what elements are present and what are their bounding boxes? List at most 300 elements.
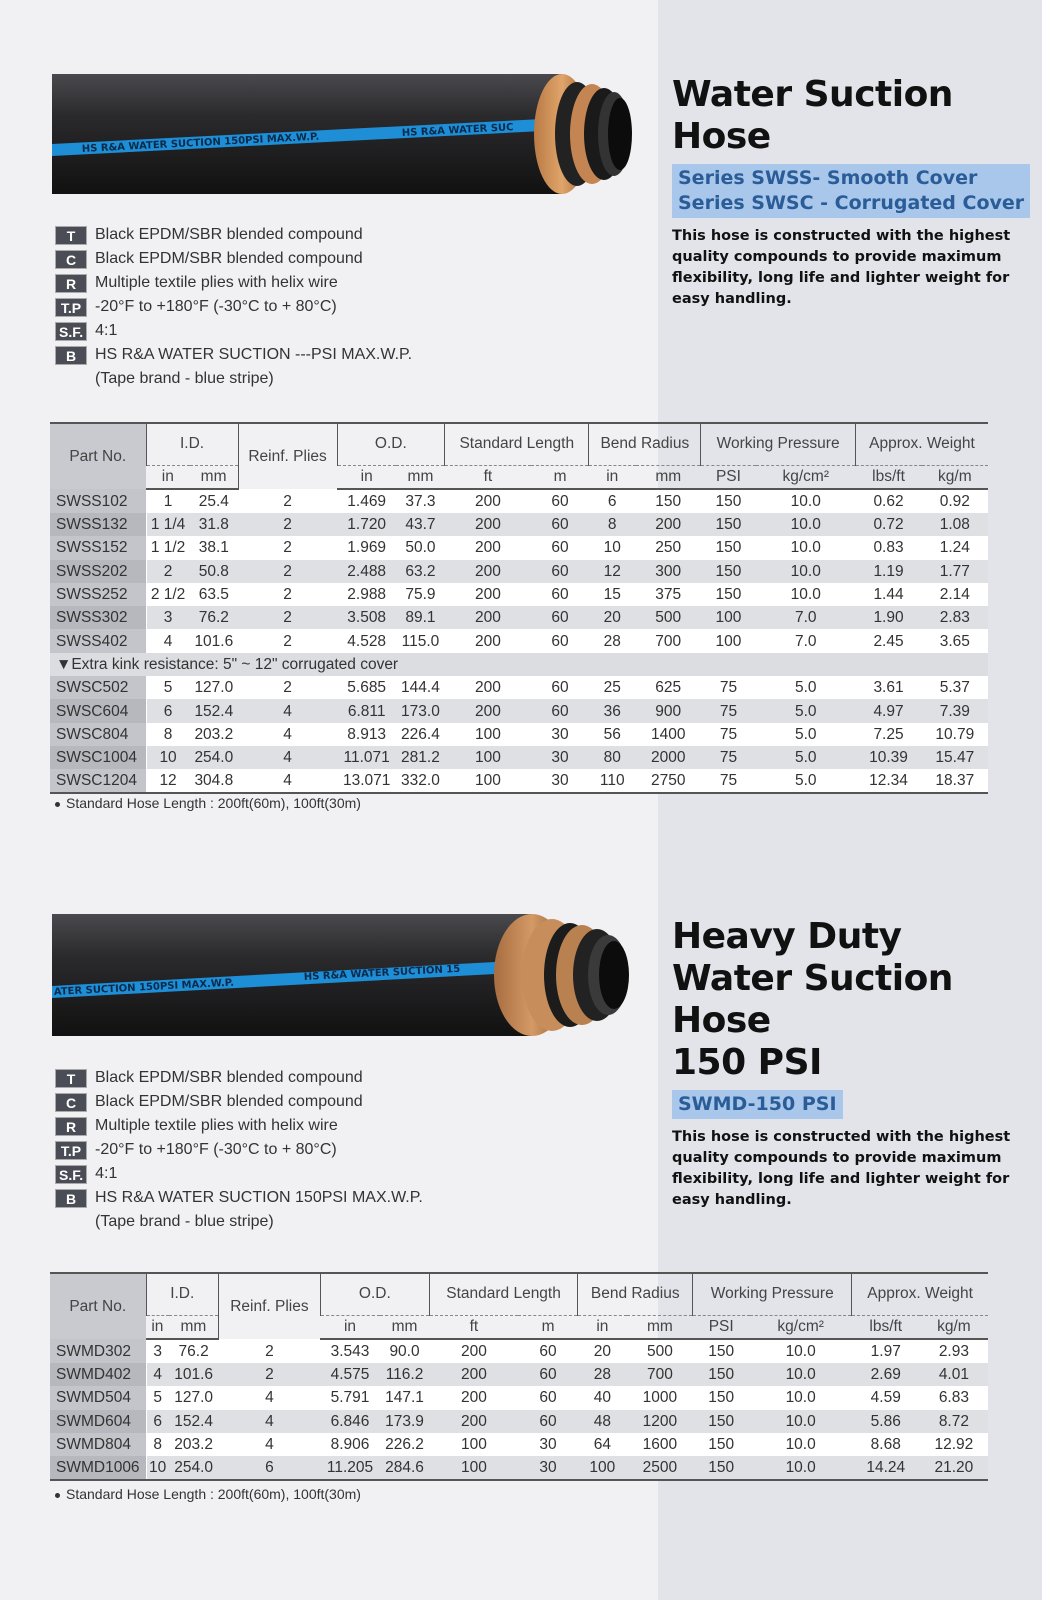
table-cell: 116.2 <box>380 1363 430 1386</box>
table-cell: 150 <box>693 1433 750 1456</box>
table-cell: 150 <box>701 513 756 536</box>
table-cell: 5.791 <box>320 1386 379 1409</box>
header-unit: mm <box>169 1315 219 1339</box>
header-unit: ft <box>429 1315 518 1339</box>
table-cell: 1200 <box>627 1410 693 1433</box>
table-cell: 1.08 <box>922 513 988 536</box>
table-cell: 76.2 <box>190 606 238 629</box>
table-cell: 203.2 <box>190 723 238 746</box>
spec-text: HS R&A WATER SUCTION ---PSI MAX.W.P. (Tape brand - blue stripe) <box>95 346 413 387</box>
table-cell: 1400 <box>636 723 701 746</box>
table-cell: 60 <box>531 583 589 606</box>
table-cell: 4.01 <box>920 1363 988 1386</box>
table-cell: 12 <box>589 560 636 583</box>
table-cell: 15.47 <box>922 746 988 769</box>
table-cell: 12 <box>146 769 190 793</box>
table-cell: 20 <box>589 606 636 629</box>
table-cell: 8 <box>146 723 190 746</box>
table-cell: 100 <box>578 1456 627 1480</box>
table-cell: 1.720 <box>337 513 396 536</box>
header-unit: mm <box>396 465 444 489</box>
table-cell: 4.97 <box>855 699 921 722</box>
spec-code-badge: R <box>55 1117 87 1136</box>
spec-text: HS R&A WATER SUCTION 150PSI MAX.W.P. (Tape brand - blue stripe) <box>95 1189 423 1230</box>
table-cell: 60 <box>531 629 589 652</box>
table-cell: 200 <box>445 629 532 652</box>
table-cell: 1.469 <box>337 489 396 513</box>
table-cell: 4 <box>219 1410 321 1433</box>
table-cell: 37.3 <box>396 489 444 513</box>
header-bend: Bend Radius <box>589 423 701 465</box>
table-cell: 4.59 <box>852 1386 920 1409</box>
table-cell: 38.1 <box>190 536 238 559</box>
table-cell: 203.2 <box>169 1433 219 1456</box>
table-cell: 1.97 <box>852 1339 920 1363</box>
header-unit: kg/m <box>922 465 988 489</box>
table-cell: 7.25 <box>855 723 921 746</box>
table-cell: 8 <box>146 1433 169 1456</box>
part-number-cell: SWMD504 <box>50 1386 146 1409</box>
table-cell: 89.1 <box>396 606 444 629</box>
bullet-icon <box>55 1493 60 1498</box>
table-cell: 8.913 <box>337 723 396 746</box>
spec-item <box>55 1186 505 1234</box>
table-row <box>50 583 988 606</box>
header-pressure: Working Pressure <box>701 423 856 465</box>
table-row <box>50 676 988 699</box>
table-cell: 4 <box>219 1433 321 1456</box>
table-cell: 0.92 <box>922 489 988 513</box>
header-weight: Approx. Weight <box>855 423 988 465</box>
table-cell: 2000 <box>636 746 701 769</box>
table-cell: 8.68 <box>852 1433 920 1456</box>
header-unit: mm <box>636 465 701 489</box>
table-cell: 3 <box>146 606 190 629</box>
table-cell: 4 <box>146 629 190 652</box>
table-cell: 10.0 <box>750 1410 852 1433</box>
table-cell: 75 <box>701 723 756 746</box>
table-cell: 5 <box>146 1386 169 1409</box>
spec-text: -20°F to +180°F (-30°C to + 80°C) <box>95 1141 337 1158</box>
table-cell: 1.969 <box>337 536 396 559</box>
table-cell: 63.5 <box>190 583 238 606</box>
table-cell: 254.0 <box>169 1456 219 1480</box>
table-cell: 1 1/4 <box>146 513 190 536</box>
table-cell: 200 <box>445 536 532 559</box>
table-row <box>50 489 988 513</box>
part-number-cell: SWMD604 <box>50 1410 146 1433</box>
table-cell: 90.0 <box>380 1339 430 1363</box>
table-cell: 100 <box>429 1456 518 1480</box>
table-cell: 1.44 <box>855 583 921 606</box>
section2-title-block <box>672 916 1032 1211</box>
table-cell: 4 <box>238 699 337 722</box>
table-cell: 11.205 <box>320 1456 379 1480</box>
table-cell: 100 <box>445 769 532 793</box>
spec-code-badge: B <box>55 346 87 365</box>
spec-code-badge: T <box>55 1069 87 1088</box>
spec-text: Black EPDM/SBR blended compound <box>95 1069 363 1086</box>
table-cell: 60 <box>518 1410 577 1433</box>
header-unit: PSI <box>693 1315 750 1339</box>
table-cell: 2750 <box>636 769 701 793</box>
spec-text: Black EPDM/SBR blended compound <box>95 226 363 243</box>
header-unit: in <box>337 465 396 489</box>
part-number-cell: SWMD1006 <box>50 1456 146 1480</box>
table-cell: 75 <box>701 769 756 793</box>
table-cell: 100 <box>701 606 756 629</box>
footnote-text: Standard Hose Length : 200ft(60m), 100ft(30m) <box>66 1486 361 1502</box>
table-cell: 60 <box>518 1339 577 1363</box>
table-cell: 75.9 <box>396 583 444 606</box>
footnote-text: Standard Hose Length : 200ft(60m), 100ft(30m) <box>66 795 361 811</box>
table-cell: 5.0 <box>756 769 855 793</box>
table-cell: 200 <box>429 1386 518 1409</box>
table-cell: 127.0 <box>169 1386 219 1409</box>
table-cell: 500 <box>636 606 701 629</box>
header-length: Standard Length <box>445 423 589 465</box>
header-unit: in <box>320 1315 379 1339</box>
spec-code-badge: C <box>55 1093 87 1112</box>
table-cell: 101.6 <box>190 629 238 652</box>
header-unit: kg/m <box>920 1315 988 1339</box>
spec-text: -20°F to +180°F (-30°C to + 80°C) <box>95 298 337 315</box>
table-cell: 900 <box>636 699 701 722</box>
table-cell: 4 <box>238 769 337 793</box>
header-pressure: Working Pressure <box>693 1273 852 1315</box>
part-number-cell: SWSS302 <box>50 606 146 629</box>
section1-series-badge <box>672 164 1030 218</box>
table-cell: 1.77 <box>922 560 988 583</box>
part-number-cell: SWSC502 <box>50 676 146 699</box>
table-row <box>50 1339 988 1363</box>
table-row <box>50 723 988 746</box>
table-cell: 3.65 <box>922 629 988 652</box>
part-number-cell: SWMD804 <box>50 1433 146 1456</box>
table-cell: 5.86 <box>852 1410 920 1433</box>
table-note: ▼Extra kink resistance: 5" ~ 12" corrugated cover <box>50 653 988 676</box>
spec-item <box>55 1138 505 1162</box>
section1-spec-list <box>55 223 505 391</box>
table-cell: 115.0 <box>396 629 444 652</box>
table-cell: 1 1/2 <box>146 536 190 559</box>
table-cell: 5.0 <box>756 699 855 722</box>
header-unit: in <box>578 1315 627 1339</box>
table-row <box>50 1456 988 1480</box>
table-cell: 100 <box>701 629 756 652</box>
table-cell: 12.92 <box>920 1433 988 1456</box>
table-row <box>50 1410 988 1433</box>
table-row <box>50 1433 988 1456</box>
table-cell: 10.0 <box>756 536 855 559</box>
table-note-row <box>50 653 988 676</box>
table-cell: 2 <box>238 536 337 559</box>
header-unit: mm <box>190 465 238 489</box>
table-cell: 10.0 <box>750 1456 852 1480</box>
table-row <box>50 536 988 559</box>
table-cell: 4 <box>238 723 337 746</box>
table-cell: 200 <box>429 1339 518 1363</box>
table-cell: 200 <box>636 513 701 536</box>
table-cell: 150 <box>693 1456 750 1480</box>
table-cell: 304.8 <box>190 769 238 793</box>
spec-item <box>55 1114 505 1138</box>
table-cell: 63.2 <box>396 560 444 583</box>
table-cell: 11.071 <box>337 746 396 769</box>
table-cell: 10.0 <box>750 1363 852 1386</box>
table-cell: 150 <box>693 1363 750 1386</box>
table-cell: 332.0 <box>396 769 444 793</box>
table-cell: 60 <box>531 489 589 513</box>
table-cell: 7.0 <box>756 629 855 652</box>
table-row <box>50 629 988 652</box>
table-cell: 281.2 <box>396 746 444 769</box>
table-cell: 30 <box>518 1433 577 1456</box>
table-cell: 1000 <box>627 1386 693 1409</box>
table-cell: 4 <box>146 1363 169 1386</box>
table-cell: 10.0 <box>750 1339 852 1363</box>
spec-item <box>55 1066 505 1090</box>
table-cell: 300 <box>636 560 701 583</box>
table-cell: 700 <box>627 1363 693 1386</box>
table-cell: 5.0 <box>756 676 855 699</box>
table-cell: 6 <box>146 1410 169 1433</box>
header-unit: PSI <box>701 465 756 489</box>
table-cell: 10 <box>589 536 636 559</box>
table-cell: 200 <box>445 583 532 606</box>
table-row <box>50 769 988 793</box>
section2-title-line2: Water Suction Hose <box>672 958 953 1041</box>
table-cell: 150 <box>636 489 701 513</box>
section1-title-block <box>672 74 1032 310</box>
table-cell: 60 <box>531 536 589 559</box>
section1-title: Water Suction Hose <box>672 74 953 157</box>
section2-spec-table <box>50 1272 988 1481</box>
part-number-cell: SWSS152 <box>50 536 146 559</box>
spec-code-badge: S.F. <box>55 322 87 341</box>
part-number-cell: SWSC1004 <box>50 746 146 769</box>
table-cell: 6 <box>589 489 636 513</box>
header-plies: Reinf. Plies <box>238 423 337 489</box>
table-cell: 150 <box>693 1386 750 1409</box>
spec-code-badge: T.P <box>55 1141 87 1160</box>
table-cell: 200 <box>445 489 532 513</box>
table-cell: 60 <box>531 699 589 722</box>
table-cell: 2 <box>238 676 337 699</box>
table-cell: 10.0 <box>756 489 855 513</box>
table-cell: 10.0 <box>756 583 855 606</box>
table-cell: 60 <box>518 1386 577 1409</box>
header-unit: in <box>589 465 636 489</box>
table-cell: 50.8 <box>190 560 238 583</box>
spec-item <box>55 1162 505 1186</box>
table-cell: 0.62 <box>855 489 921 513</box>
hose-print-1: ATER SUCTION 150PSI MAX.W.P. <box>53 977 235 998</box>
header-plies: Reinf. Plies <box>219 1273 321 1339</box>
table-cell: 150 <box>693 1410 750 1433</box>
section2-title-line1: Heavy Duty <box>672 916 902 957</box>
spec-code-badge: T <box>55 226 87 245</box>
part-number-cell: SWSS102 <box>50 489 146 513</box>
part-number-cell: SWSC604 <box>50 699 146 722</box>
table-cell: 200 <box>445 606 532 629</box>
table-cell: 2.69 <box>852 1363 920 1386</box>
table-cell: 2.988 <box>337 583 396 606</box>
table-cell: 76.2 <box>169 1339 219 1363</box>
table-cell: 147.1 <box>380 1386 430 1409</box>
table-cell: 43.7 <box>396 513 444 536</box>
table-cell: 30 <box>531 769 589 793</box>
header-unit: mm <box>380 1315 430 1339</box>
table-cell: 4.575 <box>320 1363 379 1386</box>
table-cell: 200 <box>445 513 532 536</box>
spec-text: Multiple textile plies with helix wire <box>95 1117 338 1134</box>
spec-text: Multiple textile plies with helix wire <box>95 274 338 291</box>
table-cell: 1.90 <box>855 606 921 629</box>
table-cell: 25 <box>589 676 636 699</box>
table-cell: 4 <box>238 746 337 769</box>
part-number-cell: SWSS252 <box>50 583 146 606</box>
section2-series-badge <box>672 1090 843 1119</box>
table-row <box>50 513 988 536</box>
table-cell: 3.61 <box>855 676 921 699</box>
section2-title-line3: 150 PSI <box>672 1042 822 1083</box>
spec-item <box>55 343 505 391</box>
table-cell: 36 <box>589 699 636 722</box>
header-unit: m <box>531 465 589 489</box>
table-cell: 2 <box>238 513 337 536</box>
table-cell: 1.24 <box>922 536 988 559</box>
spec-item <box>55 1090 505 1114</box>
table-cell: 8.72 <box>920 1410 988 1433</box>
header-unit: kg/cm² <box>756 465 855 489</box>
table-cell: 60 <box>531 513 589 536</box>
header-part-no: Part No. <box>50 423 146 489</box>
spec-code-badge: R <box>55 274 87 293</box>
table-cell: 625 <box>636 676 701 699</box>
table-cell: 10 <box>146 1456 169 1480</box>
header-unit: m <box>518 1315 577 1339</box>
table-cell: 173.0 <box>396 699 444 722</box>
table-cell: 1 <box>146 489 190 513</box>
spec-text: Black EPDM/SBR blended compound <box>95 1093 363 1110</box>
table-cell: 8 <box>589 513 636 536</box>
spec-text: Black EPDM/SBR blended compound <box>95 250 363 267</box>
hose-image-heavy-duty <box>52 912 652 1038</box>
header-unit: kg/cm² <box>750 1315 852 1339</box>
section1-spec-table <box>50 422 988 794</box>
table-cell: 75 <box>701 746 756 769</box>
header-unit: lbs/ft <box>852 1315 920 1339</box>
table-cell: 101.6 <box>169 1363 219 1386</box>
header-unit: in <box>146 1315 169 1339</box>
table-cell: 50.0 <box>396 536 444 559</box>
table-cell: 200 <box>445 676 532 699</box>
table-cell: 10.0 <box>756 513 855 536</box>
spec-code-badge: B <box>55 1189 87 1208</box>
hose-image-water-suction <box>52 72 652 198</box>
header-od: O.D. <box>320 1273 429 1315</box>
table-cell: 6 <box>146 699 190 722</box>
table-cell: 173.9 <box>380 1410 430 1433</box>
table-cell: 6.811 <box>337 699 396 722</box>
series-line-swmd: SWMD-150 PSI <box>678 1093 837 1115</box>
part-number-cell: SWMD402 <box>50 1363 146 1386</box>
table-row <box>50 1386 988 1409</box>
table-cell: 14.24 <box>852 1456 920 1480</box>
table-row <box>50 560 988 583</box>
table-cell: 200 <box>445 699 532 722</box>
table-cell: 0.83 <box>855 536 921 559</box>
table-cell: 200 <box>445 560 532 583</box>
table-cell: 2 <box>238 560 337 583</box>
table-cell: 64 <box>578 1433 627 1456</box>
table-cell: 5.685 <box>337 676 396 699</box>
table-cell: 10.0 <box>756 560 855 583</box>
part-number-cell: SWMD302 <box>50 1339 146 1363</box>
spec-code-badge: C <box>55 250 87 269</box>
table-cell: 250 <box>636 536 701 559</box>
table-cell: 2.83 <box>922 606 988 629</box>
header-od: O.D. <box>337 423 445 465</box>
header-unit: in <box>146 465 190 489</box>
table-cell: 2 <box>238 629 337 652</box>
header-id: I.D. <box>146 423 238 465</box>
table-cell: 3 <box>146 1339 169 1363</box>
spec-text: 4:1 <box>95 322 118 339</box>
part-number-cell: SWSS402 <box>50 629 146 652</box>
part-number-cell: SWSS202 <box>50 560 146 583</box>
table-cell: 375 <box>636 583 701 606</box>
section2-footnote <box>55 1486 361 1502</box>
table-cell: 254.0 <box>190 746 238 769</box>
table-cell: 5.0 <box>756 746 855 769</box>
table-cell: 56 <box>589 723 636 746</box>
table-cell: 100 <box>445 723 532 746</box>
header-id: I.D. <box>146 1273 219 1315</box>
table-cell: 2.488 <box>337 560 396 583</box>
header-part-no: Part No. <box>50 1273 146 1339</box>
table-cell: 30 <box>531 746 589 769</box>
series-line-smooth: Series SWSS- Smooth Cover <box>678 167 978 189</box>
table-cell: 152.4 <box>169 1410 219 1433</box>
section1-footnote <box>55 795 361 811</box>
spec-item <box>55 319 505 343</box>
table-cell: 4 <box>219 1386 321 1409</box>
header-unit: ft <box>445 465 532 489</box>
table-cell: 25.4 <box>190 489 238 513</box>
table-cell: 60 <box>531 606 589 629</box>
table-cell: 226.4 <box>396 723 444 746</box>
part-number-cell: SWSC804 <box>50 723 146 746</box>
spec-item <box>55 223 505 247</box>
table-cell: 7.0 <box>756 606 855 629</box>
table-cell: 20 <box>578 1339 627 1363</box>
table-cell: 6.83 <box>920 1386 988 1409</box>
table-row <box>50 699 988 722</box>
table-cell: 200 <box>429 1363 518 1386</box>
table-cell: 127.0 <box>190 676 238 699</box>
table-cell: 2 <box>238 583 337 606</box>
spec-item <box>55 247 505 271</box>
table-cell: 100 <box>429 1433 518 1456</box>
table-cell: 0.72 <box>855 513 921 536</box>
table-cell: 3.543 <box>320 1339 379 1363</box>
spec-code-badge: T.P <box>55 298 87 317</box>
table-cell: 30 <box>518 1456 577 1480</box>
spec-item <box>55 295 505 319</box>
table-cell: 2.45 <box>855 629 921 652</box>
